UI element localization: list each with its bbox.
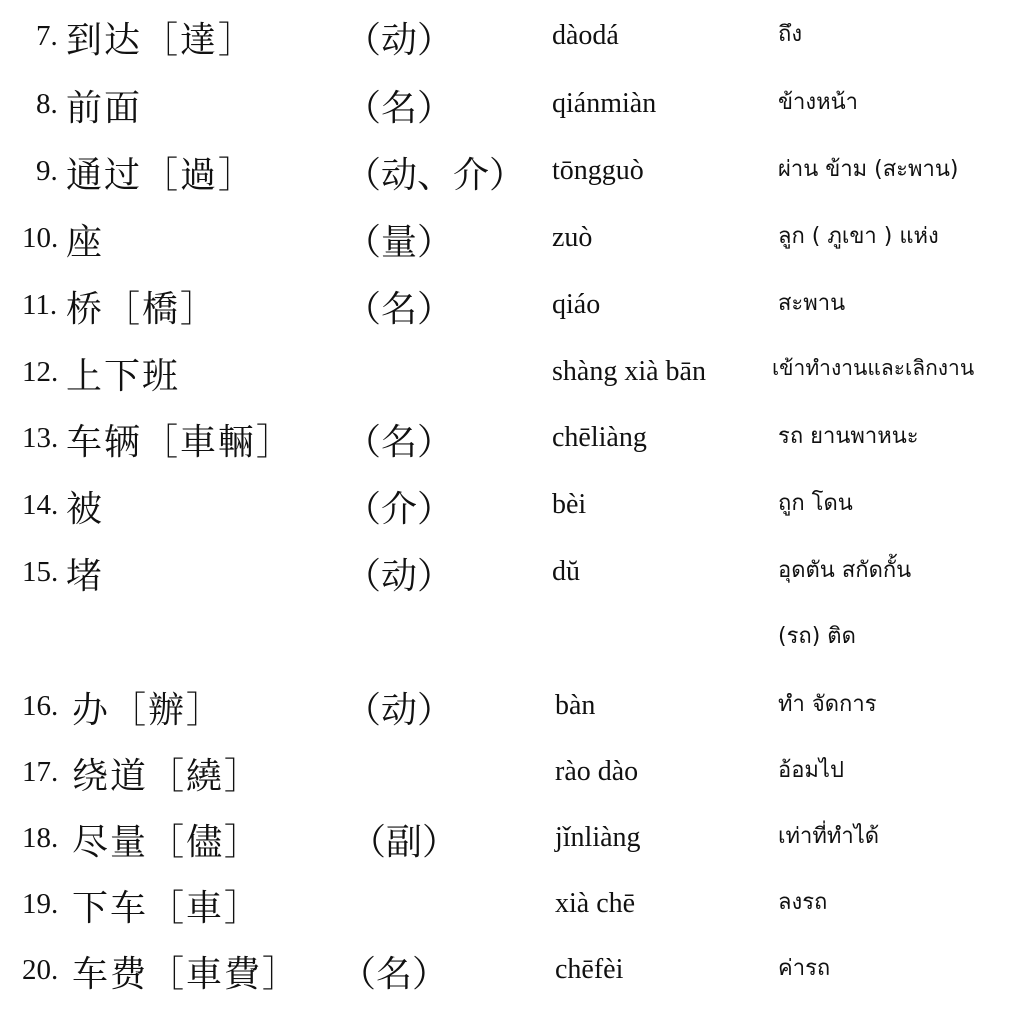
entry-hanzi: 桥［橋］ — [66, 289, 219, 330]
entry-thai-meaning: ทำ จัดการ — [778, 692, 877, 717]
entry-hanzi: 尽量［儘］ — [72, 822, 263, 863]
vocab-entry-17 — [0, 746, 1015, 806]
entry-number: 14. — [22, 489, 59, 521]
vocab-entry-10 — [0, 212, 1015, 272]
entry-part-of-speech: （介） — [345, 489, 454, 530]
entry-part-of-speech: （动） — [345, 556, 454, 597]
entry-hanzi: 绕道［繞］ — [72, 756, 263, 797]
entry-number: 20. — [22, 954, 59, 986]
entry-pinyin: zuò — [552, 222, 593, 253]
entry-part-of-speech: （动、介） — [345, 155, 526, 196]
entry-part-of-speech: （动） — [345, 20, 454, 61]
entry-hanzi: 前面 — [66, 88, 143, 129]
entry-number: 12. — [22, 356, 59, 388]
vocab-entry-12 — [0, 346, 1015, 406]
entry-hanzi: 堵 — [66, 556, 105, 597]
entry-hanzi: 座 — [66, 222, 105, 263]
entry-number: 19. — [22, 888, 59, 920]
entry-number: 7. — [36, 20, 58, 52]
vocab-entry-13 — [0, 412, 1015, 472]
entry-hanzi: 到达［達］ — [66, 20, 257, 61]
entry-part-of-speech: （副） — [350, 822, 459, 863]
entry-number: 15. — [22, 556, 59, 588]
entry-pinyin: qiáo — [552, 289, 601, 320]
entry-thai-meaning: สะพาน — [778, 291, 846, 316]
entry-thai-meaning: เท่าที่ทำได้ — [778, 824, 880, 849]
entry-hanzi: 车辆［車輛］ — [66, 422, 295, 463]
entry-pinyin: dŭ — [552, 556, 580, 587]
vocab-entry-15 — [0, 546, 1015, 656]
entry-thai-meaning: ลูก ( ภูเขา ) แห่ง — [778, 224, 939, 249]
entry-thai-meaning: ผ่าน ข้าม (สะพาน) — [778, 157, 959, 182]
vocab-entry-18 — [0, 812, 1015, 872]
entry-number: 16. — [22, 690, 59, 722]
entry-pinyin: chēfèi — [555, 954, 624, 985]
entry-hanzi: 被 — [66, 489, 105, 530]
entry-number: 8. — [36, 88, 58, 120]
entry-pinyin: rào dào — [555, 756, 639, 787]
entry-thai-meaning: ถึง — [778, 22, 803, 47]
entry-hanzi: 通过［過］ — [66, 155, 257, 196]
entry-number: 17. — [22, 756, 59, 788]
vocab-entry-9 — [0, 145, 1015, 205]
entry-pinyin: tōngguò — [552, 155, 644, 186]
entry-thai-meaning: ข้างหน้า — [778, 90, 859, 115]
entry-thai-meaning: ค่ารถ — [778, 956, 831, 981]
entry-part-of-speech: （名） — [345, 289, 454, 330]
vocab-entry-7 — [0, 10, 1015, 70]
entry-pinyin: xià chē — [555, 888, 636, 919]
entry-part-of-speech: （名） — [340, 954, 449, 995]
entry-part-of-speech: （名） — [345, 88, 454, 129]
entry-thai-meaning: อ้อมไป — [778, 758, 844, 783]
entry-part-of-speech: （量） — [345, 222, 454, 263]
entry-pinyin: jǐnliàng — [555, 822, 641, 853]
entry-thai-meaning: ลงรถ — [778, 890, 828, 915]
entry-hanzi: 下车［車］ — [72, 888, 263, 929]
entry-number: 9. — [36, 155, 58, 187]
entry-number: 11. — [22, 289, 58, 321]
entry-pinyin: chēliàng — [552, 422, 647, 453]
entry-pinyin: qiánmiàn — [552, 88, 657, 119]
entry-pinyin: dàodá — [552, 20, 619, 51]
entry-hanzi: 车费［車費］ — [72, 954, 301, 995]
entry-part-of-speech: （动） — [345, 690, 454, 731]
vocab-entry-14 — [0, 479, 1015, 539]
entry-thai-meaning: รถ ยานพาหนะ — [778, 424, 919, 449]
entry-hanzi: 上下班 — [66, 356, 181, 397]
entry-thai-meaning-line-2: (รถ) ติด — [778, 624, 856, 649]
entry-pinyin: bèi — [552, 489, 587, 520]
entry-number: 18. — [22, 822, 59, 854]
entry-thai-meaning: เข้าทำงานและเลิกงาน — [772, 356, 975, 380]
entry-pinyin: shàng xià bān — [552, 356, 706, 387]
entry-pinyin: bàn — [555, 690, 596, 721]
vocab-entry-19 — [0, 878, 1015, 938]
entry-hanzi: 办［辦］ — [72, 690, 225, 731]
entry-thai-meaning: อุดตัน สกัดกั้น — [778, 558, 912, 583]
entry-part-of-speech: （名） — [345, 422, 454, 463]
vocab-entry-16 — [0, 680, 1015, 740]
vocab-entry-8 — [0, 78, 1015, 138]
entry-thai-meaning: ถูก โดน — [778, 491, 853, 516]
vocab-entry-20 — [0, 944, 1015, 1004]
entry-number: 13. — [22, 422, 59, 454]
entry-number: 10. — [22, 222, 59, 254]
vocab-entry-11 — [0, 279, 1015, 339]
